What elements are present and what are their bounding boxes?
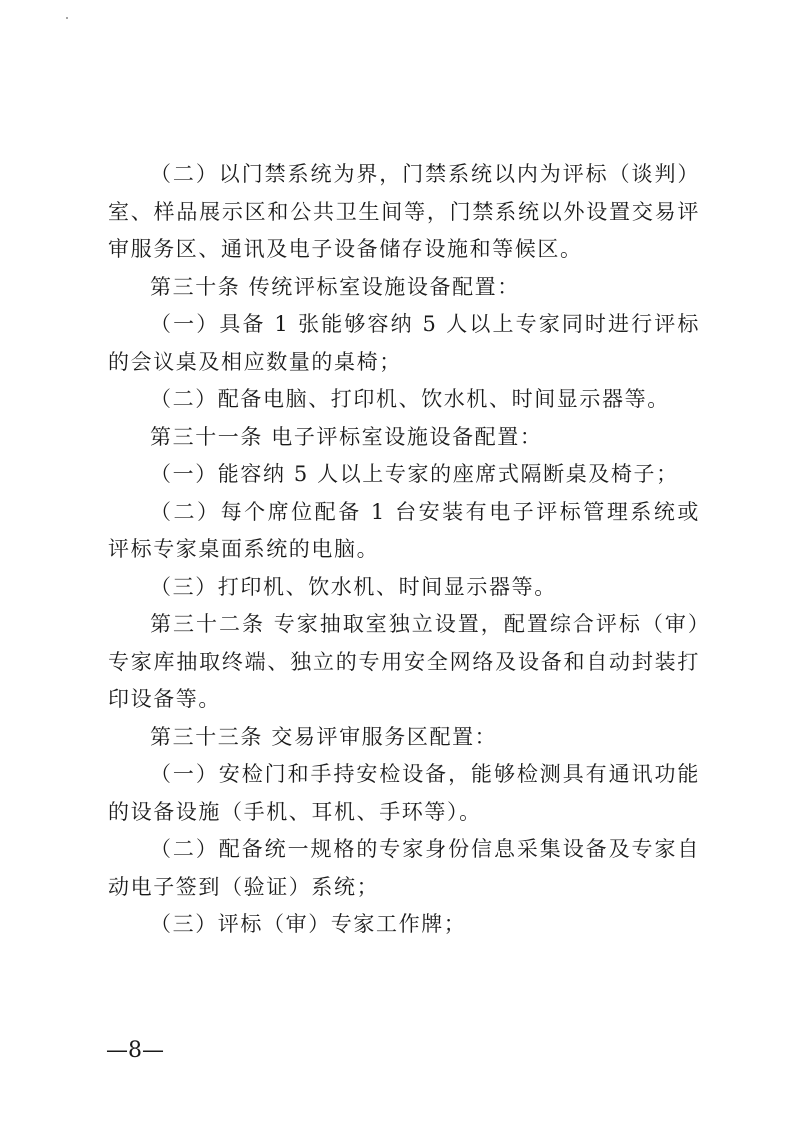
article-33-heading: 第三十三条 交易评审服务区配置：	[150, 724, 498, 749]
article-31-item-2: （二）每个席位配备 1 台安装有电子评标管理系统或评标专家桌面系统的电脑。	[108, 499, 700, 561]
article-33-item-3: （三）评标（审）专家工作牌；	[150, 912, 467, 936]
article-30-heading: 第三十条 传统评标室设施设备配置：	[150, 274, 520, 299]
paragraph-zone-division: （二）以门禁系统为界，门禁系统以内为评标（谈判）室、样品展示区和公共卫生间等，门禁系统以外设置交易评审服务区、通讯及电子设备储存设施和等候区。	[108, 162, 700, 261]
article-30-item-2: （二）配备电脑、打印机、饮水机、时间显示器等。	[150, 387, 670, 411]
body-text	[108, 156, 700, 944]
article-31-item-3: （三）打印机、饮水机、时间显示器等。	[150, 574, 557, 599]
scan-speck	[66, 17, 68, 19]
article-30-item-1: （一）具备 1 张能够容纳 5 人以上专家同时进行评标的会议桌及相应数量的桌椅；	[108, 312, 700, 374]
page-number: —8—	[106, 1038, 164, 1063]
article-31-heading: 第三十一条 电子评标室设施设备配置：	[150, 424, 543, 449]
article-31-item-1: （一）能容纳 5 人以上专家的座席式隔断桌及椅子；	[150, 462, 679, 486]
article-33-item-1: （一）安检门和手持安检设备，能够检测具有通讯功能的设备设施（手机、耳机、手环等）。	[108, 762, 700, 824]
article-33-item-2: （二）配备统一规格的专家身份信息采集设备及专家自动电子签到（验证）系统；	[108, 837, 700, 899]
article-32: 第三十二条 专家抽取室独立设置，配置综合评标（审）专家库抽取终端、独立的专用安全网络及设备和自动封装打印设备等。	[108, 612, 700, 711]
